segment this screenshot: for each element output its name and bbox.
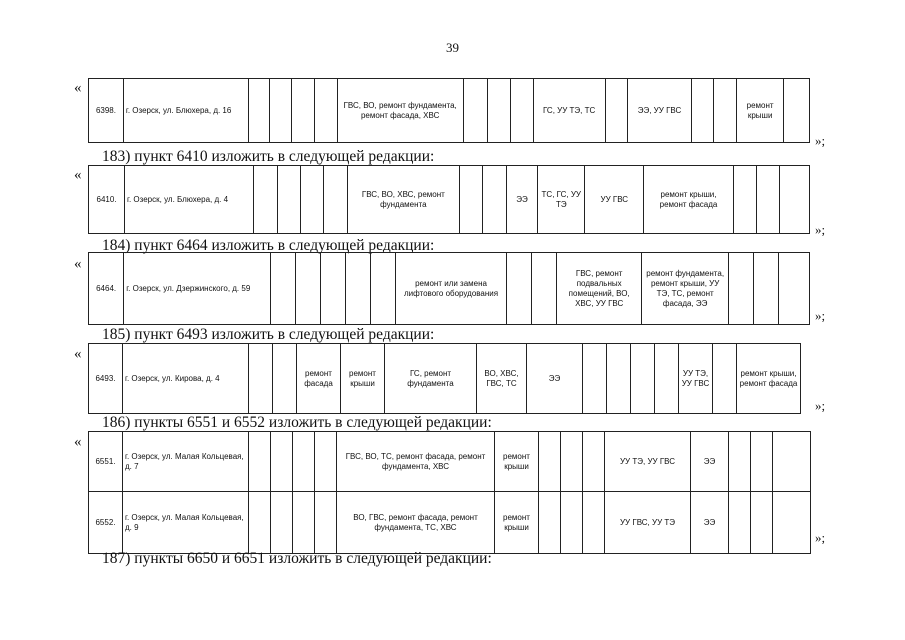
cell <box>583 344 607 414</box>
cell <box>583 492 605 554</box>
cell <box>483 166 506 234</box>
cell <box>315 492 337 554</box>
cell: ремонт крыши <box>737 79 784 143</box>
cell <box>733 166 756 234</box>
cell <box>370 253 395 325</box>
cell <box>324 166 347 234</box>
cell <box>293 492 315 554</box>
cell <box>539 492 561 554</box>
cell <box>292 79 315 143</box>
cell <box>277 166 300 234</box>
table-row <box>89 79 810 143</box>
cell <box>605 79 628 143</box>
cell <box>691 79 714 143</box>
cell: ТС, ГС, УУ ТЭ <box>538 166 585 234</box>
cell <box>249 344 273 414</box>
cell <box>631 344 655 414</box>
cell <box>460 166 483 234</box>
cell <box>532 253 557 325</box>
cell: УУ ТЭ, УУ ГВС <box>679 344 713 414</box>
table-row <box>89 492 811 554</box>
cell <box>511 79 534 143</box>
cell: УУ ГВС <box>585 166 644 234</box>
table-6410 <box>88 165 810 234</box>
table-6551-6552 <box>88 431 811 554</box>
row-number: 6551. <box>89 432 123 492</box>
open-quote: « <box>74 80 82 96</box>
section-heading: 186) пункты 6551 и 6552 изложить в следующей редакции: <box>102 414 492 431</box>
cell: ремонт фасада <box>297 344 341 414</box>
cell <box>507 253 532 325</box>
row-address: г. Озерск, ул. Малая Кольцевая, д. 7 <box>123 432 249 492</box>
cell <box>345 253 370 325</box>
cell: ремонт крыши, ремонт фасада <box>644 166 733 234</box>
cell <box>751 492 773 554</box>
cell: ЭЭ <box>691 432 729 492</box>
cell <box>583 432 605 492</box>
row-number: 6552. <box>89 492 123 554</box>
table-row <box>89 432 811 492</box>
section-heading: 185) пункт 6493 изложить в следующей редакции: <box>102 326 435 343</box>
cell <box>271 492 293 554</box>
row-address: г. Озерск, ул. Кирова, д. 4 <box>123 344 249 414</box>
section-heading: 183) пункт 6410 изложить в следующей редакции: <box>102 148 435 165</box>
cell: ВО, ГВС, ремонт фасада, ремонт фундамента, ТС, ХВС <box>337 492 495 554</box>
cell <box>463 79 488 143</box>
cell <box>273 344 297 414</box>
cell: УУ ТЭ, УУ ГВС <box>605 432 691 492</box>
cell: ремонт крыши <box>495 492 539 554</box>
cell <box>729 253 754 325</box>
cell: УУ ГВС, УУ ТЭ <box>605 492 691 554</box>
cell: ремонт крыши <box>341 344 385 414</box>
close-quote: »; <box>815 530 826 545</box>
cell <box>780 166 810 234</box>
row-address: г. Озерск, ул. Дзержинского, д. 59 <box>124 253 271 325</box>
cell <box>729 432 751 492</box>
cell: ГВС, ВО, ремонт фундамента, ремонт фасада, ХВС <box>337 79 463 143</box>
page-number: 39 <box>446 40 459 55</box>
row-address: г. Озерск, ул. Блюхера, д. 16 <box>123 79 248 143</box>
table-6398 <box>88 78 810 143</box>
cell <box>301 166 324 234</box>
cell <box>607 344 631 414</box>
cell <box>271 253 296 325</box>
table-6493 <box>88 343 801 414</box>
cell: ремонт крыши <box>495 432 539 492</box>
cell <box>249 492 271 554</box>
cell <box>655 344 679 414</box>
cell <box>784 79 810 143</box>
close-quote: »; <box>815 398 826 413</box>
cell <box>778 253 809 325</box>
section-heading: 187) пункты 6650 и 6651 изложить в следующей редакции: <box>102 550 492 567</box>
open-quote: « <box>74 434 82 450</box>
row-address: г. Озерск, ул. Блюхера, д. 4 <box>125 166 254 234</box>
cell <box>314 79 337 143</box>
open-quote: « <box>74 167 82 183</box>
cell: ЭЭ <box>506 166 538 234</box>
row-number: 6493. <box>89 344 123 414</box>
cell <box>271 432 293 492</box>
cell <box>729 492 751 554</box>
cell: ГС, ремонт фундамента <box>385 344 477 414</box>
cell <box>254 166 277 234</box>
table-row <box>89 253 810 325</box>
row-number: 6464. <box>89 253 124 325</box>
cell <box>249 79 270 143</box>
cell: ремонт фундамента, ремонт крыши, УУ ТЭ, ТС, ремонт фасада, ЭЭ <box>642 253 729 325</box>
row-address: г. Озерск, ул. Малая Кольцевая, д. 9 <box>123 492 249 554</box>
cell: ЭЭ <box>691 492 729 554</box>
cell: ремонт или замена лифтового оборудования <box>395 253 507 325</box>
cell: ГВС, ремонт подвальных помещений, ВО, ХВС, УУ ГВС <box>557 253 642 325</box>
cell <box>751 432 773 492</box>
cell <box>754 253 779 325</box>
cell <box>561 492 583 554</box>
cell: ГВС, ВО, ТС, ремонт фасада, ремонт фундамента, ХВС <box>337 432 495 492</box>
close-quote: »; <box>815 222 826 237</box>
open-quote: « <box>74 346 82 362</box>
cell <box>315 432 337 492</box>
cell <box>488 79 511 143</box>
cell <box>773 432 811 492</box>
cell <box>539 432 561 492</box>
cell: ЭЭ, УУ ГВС <box>628 79 692 143</box>
row-number: 6398. <box>89 79 124 143</box>
cell: ремонт крыши, ремонт фасада <box>737 344 801 414</box>
row-number: 6410. <box>89 166 125 234</box>
cell <box>269 79 292 143</box>
cell <box>249 432 271 492</box>
close-quote: »; <box>815 308 826 323</box>
table-6464 <box>88 252 810 325</box>
cell: ЭЭ <box>527 344 583 414</box>
cell <box>773 492 811 554</box>
cell: ВО, ХВС, ГВС, ТС <box>477 344 527 414</box>
cell <box>756 166 779 234</box>
table-row <box>89 344 801 414</box>
open-quote: « <box>74 256 82 272</box>
cell <box>321 253 346 325</box>
cell <box>714 79 737 143</box>
cell <box>713 344 737 414</box>
close-quote: »; <box>815 133 826 148</box>
section-heading: 184) пункт 6464 изложить в следующей редакции: <box>102 237 435 254</box>
cell <box>293 432 315 492</box>
cell: ГС, УУ ТЭ, ТС <box>533 79 605 143</box>
cell <box>296 253 321 325</box>
cell: ГВС, ВО, ХВС, ремонт фундамента <box>347 166 459 234</box>
table-row <box>89 166 810 234</box>
cell <box>561 432 583 492</box>
